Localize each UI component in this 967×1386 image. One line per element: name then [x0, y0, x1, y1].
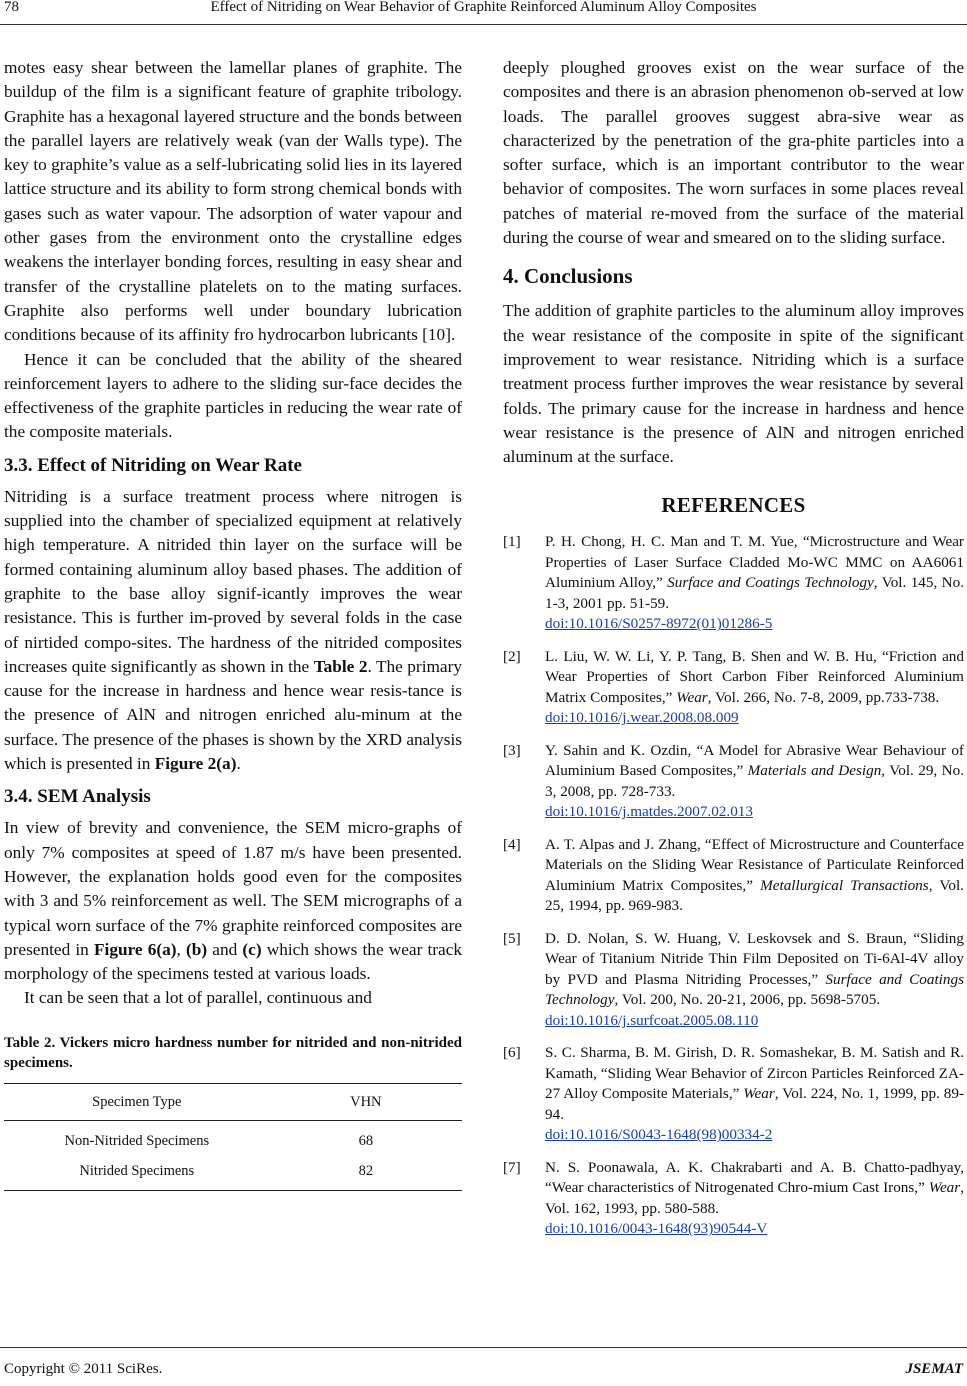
reference-number: [5]: [503, 929, 521, 947]
table-caption: Table 2. Vickers micro hardness number for nitrided and non-nitrided specimens.: [4, 1034, 462, 1071]
footer-rule: [0, 1347, 967, 1348]
doi-link[interactable]: doi:10.1016/j.wear.2008.08.009: [545, 709, 739, 727]
hardness-table: [4, 1083, 462, 1191]
table-row: [4, 1156, 462, 1191]
reference-number: [1]: [503, 533, 521, 551]
table-header-cell: Specimen Type: [4, 1083, 270, 1120]
figure-6c-reference: (c): [242, 939, 262, 959]
section-heading-3-4: 3.4. SEM Analysis: [4, 786, 151, 808]
journal-name: JSEMAT: [905, 1361, 963, 1377]
header-rule: [0, 24, 967, 25]
table-cell: Nitrided Specimens: [4, 1156, 270, 1191]
reference-number: [7]: [503, 1158, 521, 1176]
doi-link[interactable]: doi:10.1016/j.surfcoat.2005.08.110: [545, 1011, 759, 1029]
reference-item: [6] S. C. Sharma, B. M. Girish, D. R. Somashekar, B. M. Satish and R. Kamath, “Sliding Wear Behavior of Zircon Particles Reinforced ZA-27 Alloy Composite Materials,” Wear, Vol. 224, No. 1, 1999, pp. 89-94. doi:10.1016/S0043-1648(98)00334-2: [503, 1043, 964, 1146]
table-cell: 68: [358, 1132, 374, 1149]
copyright-notice: Copyright © 2011 SciRes.: [4, 1361, 163, 1377]
reference-number: [6]: [503, 1044, 521, 1062]
table-header-cell: VHN: [270, 1083, 462, 1120]
section-heading-3-3: 3.3. Effect of Nitriding on Wear Rate: [4, 454, 302, 476]
table-2-reference: Table 2: [313, 656, 368, 676]
doi-link[interactable]: doi:10.1016/S0257-8972(01)01286-5: [545, 615, 773, 633]
reference-list: [503, 532, 964, 1240]
figure-6a-reference: Figure 6(a): [93, 939, 177, 959]
reference-item: [1] P. H. Chong, H. C. Man and T. M. Yue, “Microstructure and Wear Properties of Laser Surface Cladded Mo-WC MMC on AA6061 Aluminium Alloy,” Surface and Coatings Technology, Vol. 145, No. 1-3, 2001 pp. 51-59. doi:10.1016/S0257-8972(01)01286-5: [503, 532, 964, 635]
section-heading-4: 4. Conclusions: [503, 264, 633, 289]
table-cell: 82: [270, 1156, 462, 1191]
doi-link[interactable]: doi:10.1016/j.matdes.2007.02.013: [545, 803, 753, 821]
left-column: [4, 56, 462, 1191]
reference-number: [4]: [503, 835, 521, 853]
reference-number: [3]: [503, 741, 521, 759]
reference-number: [2]: [503, 647, 521, 665]
page-header: [0, 0, 967, 24]
doi-link[interactable]: doi:10.1016/0043-1648(93)90544-V: [545, 1220, 768, 1238]
figure-6b-reference: (b): [186, 939, 208, 959]
body-paragraph: Hence it can be concluded that the ability of the sheared reinforcement layers to adhere to the sliding sur-face decides the effectiveness of the graphite particles in reducing the wear rate of the composite materials.: [4, 349, 462, 442]
table-cell: Non-Nitrided Specimens: [64, 1132, 210, 1149]
body-paragraph: deeply ploughed grooves exist on the wear surface of the composites and there is an abrasion phenomenon ob-served at low loads. The parallel grooves suggest abra-sive wear as characterized by the penetration of the gra-phite particles into a softer surface, which is an important contributor to the wear behavior of composites. The worn surfaces in some places reveal patches of material re-moved from the surface of the material during the course of wear and smeared on to the sliding surface.: [503, 58, 964, 248]
body-paragraph: It can be seen that a lot of parallel, continuous and: [24, 988, 372, 1008]
body-paragraph: motes easy shear between the lamellar planes of graphite. The buildup of the film is a significant feature of graphite tribology. Graphite has a hexagonal layered structure and the bonds between the parallel layers are relatively weak (van der Walls type). The key to graphite’s value as a self-lubricating solid lies in its layered lattice structure and its ability to form strong chemical bonds with gases such as water vapour. The adsorption of water vapour and other gases from the environment onto the crystalline edges weakens the interlayer bonding forces, resulting in easy shear and transfer of the crystalline platelets on to the mating surfaces. Graphite also performs well under boundary lubrication conditions because of its affinity fro hydrocarbon lubricants [10].: [4, 58, 462, 345]
body-paragraph: Nitriding is a surface treatment process where nitrogen is supplied into the chamber of specialized equipment at relatively high temperature. A nitrided thin layer on the surface will be formed containing aluminum alloy based phases. The addition of graphite to the base alloy signif-icantly improves the wear resistance. This is further im-proved by several folds in the case of nirtided compo-sites. The hardness of the nitrided composites increases quite significantly as shown in the Table 2. The primary cause for the increase in hardness and hence wear resis-tance is the presence of AlN and nitrogen enriched alu-minum at the surface. The presence of the phases is shown by the XRD analysis which is presented in Figure 2(a).: [4, 486, 462, 774]
page-number: 78: [4, 0, 19, 15]
table-header-row: [4, 1083, 462, 1120]
running-title: Effect of Nitriding on Wear Behavior of Graphite Reinforced Aluminum Alloy Composites: [210, 0, 757, 15]
references-heading: REFERENCES: [661, 493, 806, 518]
body-paragraph: In view of brevity and convenience, the SEM micro-graphs of only 7% composites at speed of 1.87 m/s have been presented. However, the explanation holds good even for the composites with 3 and 5% reinforcement as well. The SEM micrographs of a typical worn surface of the 7% graphite reinforced composites are presented in Figure 6(a), (b) and (c) which shows the wear track morphology of the specimens tested at various loads.: [4, 818, 463, 984]
reference-item: [2] L. Liu, W. W. Li, Y. P. Tang, B. Shen and W. B. Hu, “Friction and Wear Properties of Short Carbon Fiber Reinforced Aluminium Matrix Composites,” Wear, Vol. 266, No. 7-8, 2009, pp.733-738. doi:10.1016/j.wear.2008.08.009: [503, 647, 964, 729]
doi-link[interactable]: doi:10.1016/S0043-1648(98)00334-2: [545, 1126, 773, 1144]
reference-item: [7] N. S. Poonawala, A. K. Chakrabarti and A. B. Chatto-padhyay, “Wear characteristics of Nitrogenated Chro-mium Cast Irons,” Wear, Vol. 162, 1993, pp. 580-588. doi:10.1016/0043-1648(93)90544-V: [503, 1158, 964, 1240]
reference-item: [3] Y. Sahin and K. Ozdin, “A Model for Abrasive Wear Behaviour of Aluminium Based Composites,” Materials and Design, Vol. 29, No. 3, 2008, pp. 728-733. doi:10.1016/j.matdes.2007.02.013: [503, 741, 964, 823]
right-column: [503, 56, 964, 1252]
body-paragraph: The addition of graphite particles to the aluminum alloy improves the wear resistance of the composite in spite of the significant improvement to wear resistance. Nitriding which is a surface treatment process further improves the wear resistance by several folds. The primary cause for the increase in hardness and hence wear resistance is the presence of AlN and nitrogen enriched aluminum at the surface.: [503, 301, 964, 467]
table-row: [4, 1120, 462, 1156]
figure-2a-reference: Figure 2(a): [154, 754, 237, 774]
reference-item: [4] A. T. Alpas and J. Zhang, “Effect of Microstructure and Counterface Materials on the Sliding Wear Resistance of Particulate Reinforced Aluminium Matrix Composites,” Metallurgical Transactions, Vol. 25, 1994, pp. 969-983.: [503, 835, 964, 915]
reference-item: [5] D. D. Nolan, S. W. Huang, V. Leskovsek and S. Braun, “Sliding Wear of Titanium Nitride Thin Film Deposited on Ti-6Al-4V alloy by PVD and Plasma Nitriding Processes,” Surface and Coatings Technology, Vol. 200, No. 20-21, 2006, pp. 5698-5705. doi:10.1016/j.surfcoat.2005.08.110: [503, 929, 964, 1032]
